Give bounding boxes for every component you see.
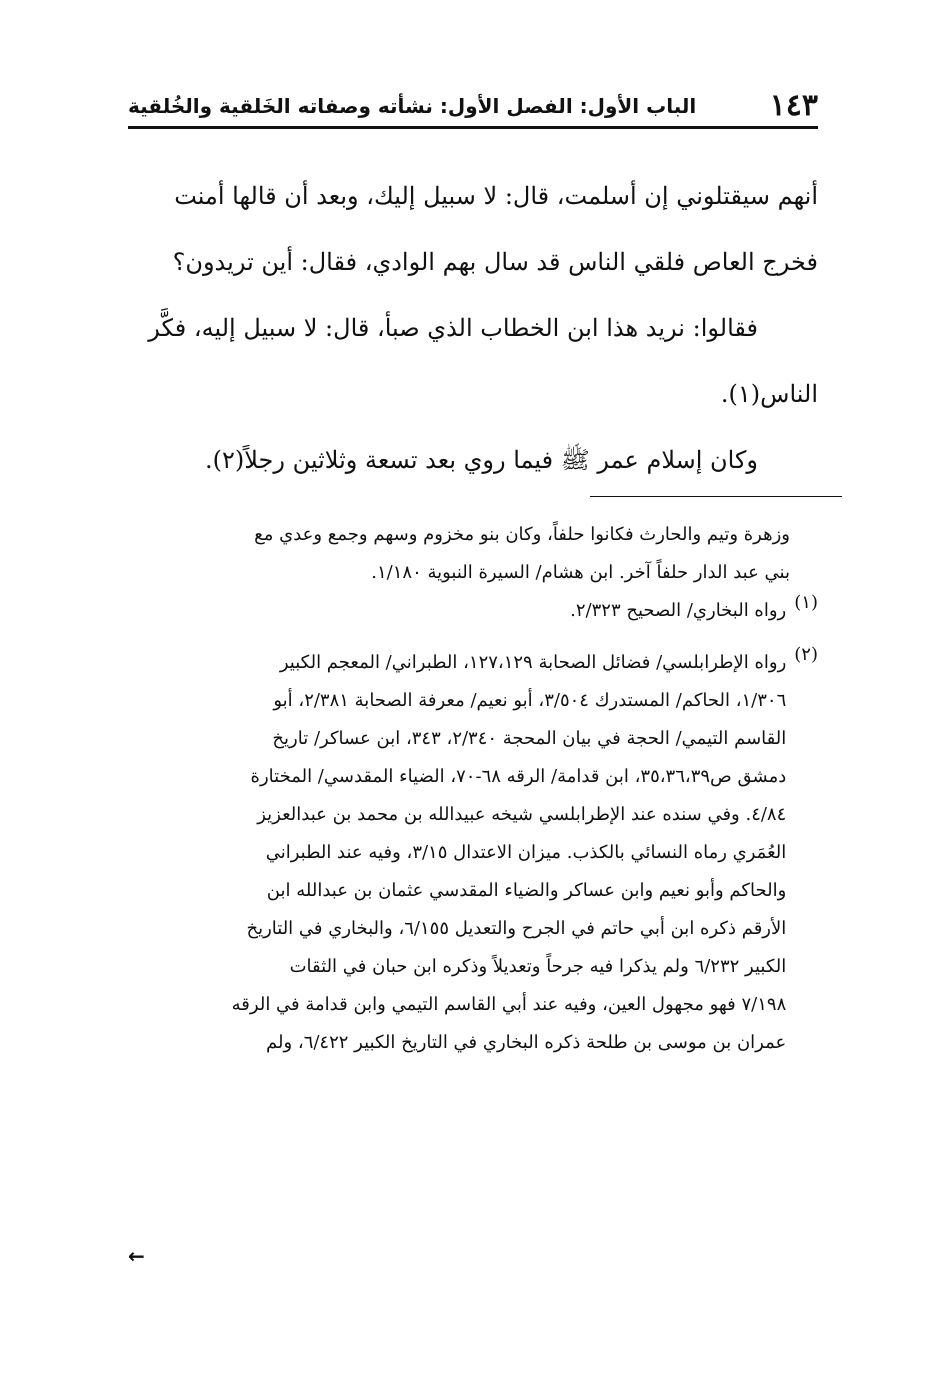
footnote-continuation-line: بني عبد الدار حلفاً آخر. ابن هشام/ السيرة النبوية ١/١٨٠. [371,562,790,583]
footnotes [128,516,818,1062]
page-number: ١٤٣ [769,88,818,123]
footnote-line: ٧/١٩٨ فهو مجهول العين، وفيه عند أبي القاسم التيمي وابن قدامة في الرقه [231,994,787,1015]
footnote-line: دمشق ص٣٥،٣٦،٣٩، ابن قدامة/ الرقه ٦٨-٧٠، الضياء المقدسي/ المختارة [250,766,787,787]
footnote-body [128,644,786,1062]
header-rule [128,126,818,129]
footnote-line: عمران بن موسى بن طلحة ذكره البخاري في التاريخ الكبير ٦/٤٢٢، ولم [266,1032,787,1053]
continue-arrow-icon: ← [128,1244,145,1268]
page-header [128,88,818,124]
main-line: فقالوا: نريد هذا ابن الخطاب الذي صبأ، قال: لا سبيل إليه، فكَّر [148,314,758,342]
main-line: الناس(١). [720,380,818,408]
footnote-1 [128,592,818,630]
footnote-line: والحاكم وأبو نعيم وابن عساكر والضياء المقدسي عثمان بن عبدالله ابن [266,880,787,901]
footnote-separator [590,496,842,497]
main-line: فخرج العاص فلقي الناس قد سال بهم الوادي، فقال: أين تريدون؟ [172,248,818,276]
footnote-line: العُمَري رماه النسائي بالكذب. ميزان الاعتدال ٣/١٥، وفيه عند الطبراني [265,842,787,863]
footnote-marker: (١) [794,592,818,613]
footnote-line: الكبير ٦/٢٣٢ ولم يذكرا فيه جرحاً وتعديلاً وذكره ابن حبان في الثقات [289,956,787,977]
footnote-continuation-line: وزهرة وتيم والحارث فكانوا حلفاً، وكان بنو مخزوم وسهم وجمع وعدي مع [254,524,790,545]
main-text [128,163,818,493]
footnote-2 [128,644,818,1062]
footnote-line: رواه الإطرابلسي/ فضائل الصحابة ١٢٧،١٢٩، الطبراني/ المعجم الكبير [279,652,787,673]
main-line: وكان إسلام عمر ﷺ فيما روي بعد تسعة وثلاثين رجلاً(٢). [204,446,758,474]
footnote-gap [128,630,818,644]
footnote-marker: (٢) [794,644,818,665]
footnote-line: القاسم التيمي/ الحجة في بيان المحجة ٢/٣٤٠، ٣٤٣، ابن عساكر/ تاريخ [272,728,787,749]
footnote-line: الأرقم ذكره ابن أبي حاتم في الجرح والتعديل ٦/١٥٥، والبخاري في التاريخ [246,918,787,939]
footnote-text: رواه البخاري/ الصحيح ٢/٣٢٣. [570,600,787,621]
running-head: الباب الأول: الفصل الأول: نشأته وصفاته الخَلقية والخُلقية [128,94,697,118]
main-line: أنهم سيقتلوني إن أسلمت، قال: لا سبيل إليك، وبعد أن قالها أمنت [174,182,818,210]
footnote-line: ١/٣٠٦، الحاكم/ المستدرك ٣/٥٠٤، أبو نعيم/ معرفة الصحابة ٢/٣٨١، أبو [273,690,787,711]
footnote-line: ٤/٨٤. وفي سنده عند الإطرابلسي شيخه عبيدالله بن محمد بن عبدالعزيز [257,804,787,825]
